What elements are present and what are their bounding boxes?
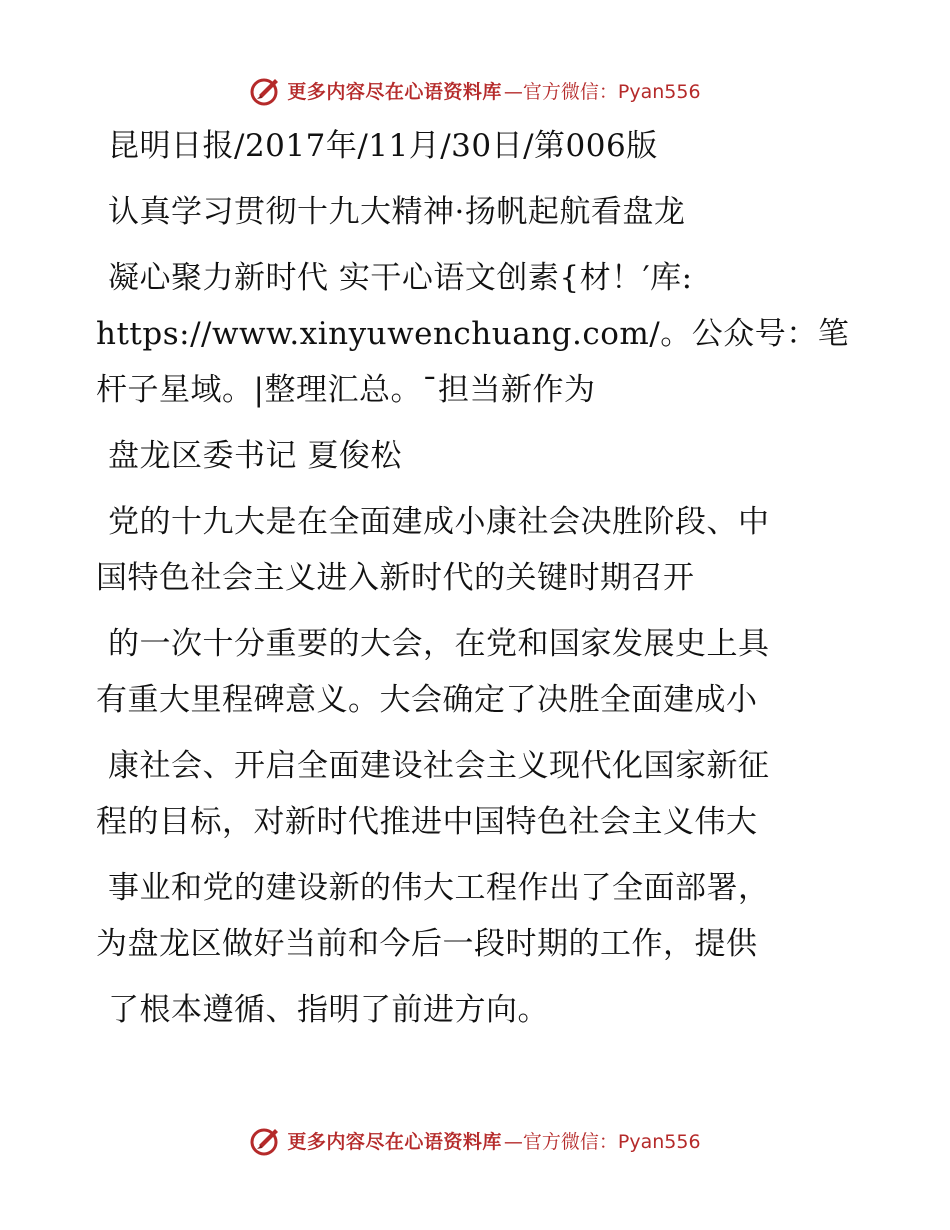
text-line: 国特色社会主义进入新时代的关键时期召开 <box>96 560 695 596</box>
text-line: 杆子星域。|整理汇总。¯担当新作为 <box>96 372 596 408</box>
header-watermark <box>0 72 950 108</box>
text-line: https://www.xinyuwenchuang.com/。公众号：笔 <box>96 316 850 352</box>
text-line: 有重大里程碑意义。大会确定了决胜全面建成小 <box>96 682 758 718</box>
text-line: 为盘龙区做好当前和今后一段时期的工作，提供 <box>96 926 758 962</box>
quill-logo-icon <box>249 73 283 107</box>
text-line: 党的十九大是在全面建成小康社会决胜阶段、中 <box>108 504 770 540</box>
text-line: 昆明日报/2017年/11月/30日/第006版 <box>108 128 658 164</box>
text-line: 康社会、开启全面建设社会主义现代化国家新征 <box>108 748 770 784</box>
watermark-main-text: 更多内容尽在心语资料库 <box>287 80 502 103</box>
watermark-sub-text: —官方微信：Pyan556 <box>503 80 701 103</box>
text-line: 凝心聚力新时代 实干心语文创素{材！′库: <box>108 260 693 296</box>
article-body <box>96 118 850 1038</box>
footer-watermark <box>0 1122 950 1158</box>
text-line: 认真学习贯彻十九大精神·扬帆起航看盘龙 <box>108 194 686 230</box>
watermark-main-text: 更多内容尽在心语资料库 <box>287 1130 502 1153</box>
text-line: 的一次十分重要的大会，在党和国家发展史上具 <box>108 626 770 662</box>
quill-logo-icon <box>249 1123 283 1157</box>
text-line: 盘龙区委书记 夏俊松 <box>108 438 402 474</box>
text-line: 事业和党的建设新的伟大工程作出了全面部署， <box>108 870 770 906</box>
text-line: 了根本遵循、指明了前进方向。 <box>108 992 549 1028</box>
watermark-sub-text: —官方微信：Pyan556 <box>503 1130 701 1153</box>
text-line: 程的目标，对新时代推进中国特色社会主义伟大 <box>96 804 758 840</box>
